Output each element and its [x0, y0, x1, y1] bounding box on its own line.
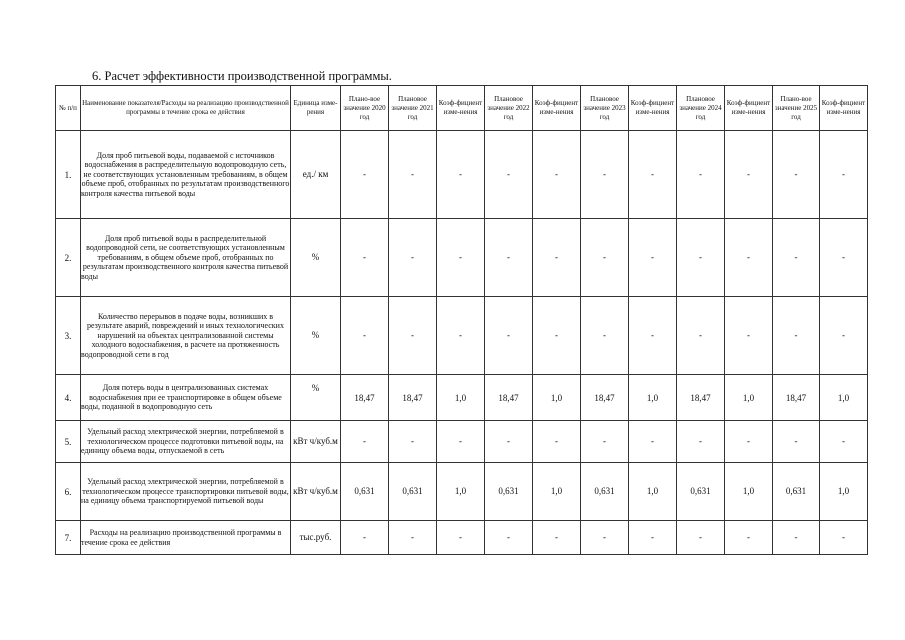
- efficiency-table: [55, 85, 868, 555]
- row-name: Доля проб питьевой воды в распределительной водопроводной сети, не соответствующих установленным требованиям, в общем объеме проб, отобранных по результатам производственного контроля качества питьевой воды: [81, 219, 291, 297]
- row-value: -: [677, 421, 725, 463]
- row-value: 0,631: [581, 463, 629, 521]
- header-period: Плано-вое значение 2025 год: [773, 86, 820, 131]
- row-value: -: [629, 521, 677, 555]
- row-value: -: [773, 297, 820, 375]
- row-unit: кВт ч/куб.м: [291, 463, 341, 521]
- table-row: [56, 297, 868, 375]
- row-value: 0,631: [773, 463, 820, 521]
- row-value: -: [773, 521, 820, 555]
- header-name: Наименование показателя/Расходы на реализацию производственной программы в течение срока ее действия: [81, 86, 291, 131]
- row-unit: %: [291, 375, 341, 421]
- row-value: -: [820, 219, 868, 297]
- header-period: Коэф-фициент изме-нения: [437, 86, 485, 131]
- header-period: Коэф-фициент изме-нения: [725, 86, 773, 131]
- header-period: Плановое значение 2022 год: [485, 86, 533, 131]
- row-value: -: [389, 521, 437, 555]
- row-value: -: [533, 131, 581, 219]
- row-value: -: [629, 131, 677, 219]
- row-value: -: [389, 131, 437, 219]
- header-period: Коэф-фициент изме-нения: [629, 86, 677, 131]
- row-number: 5.: [56, 421, 81, 463]
- row-value: 1,0: [629, 375, 677, 421]
- row-value: -: [389, 421, 437, 463]
- row-value: -: [485, 521, 533, 555]
- row-value: -: [820, 297, 868, 375]
- row-value: -: [341, 297, 389, 375]
- row-value: -: [820, 521, 868, 555]
- row-unit: кВт ч/куб.м: [291, 421, 341, 463]
- row-name: Доля проб питьевой воды, подаваемой с источников водоснабжения в распределительную водопроводную сеть, не соответствующих установленным требованиям, в общем объеме проб, отобранных по результатам производственного контроля качества питьевой воды: [81, 131, 291, 219]
- row-value: -: [437, 219, 485, 297]
- row-number: 2.: [56, 219, 81, 297]
- page-title: 6. Расчет эффективности производственной программы.: [92, 69, 392, 83]
- row-value: -: [389, 219, 437, 297]
- row-value: 18,47: [389, 375, 437, 421]
- row-value: -: [820, 421, 868, 463]
- row-value: -: [533, 219, 581, 297]
- row-value: -: [485, 219, 533, 297]
- table-row: [56, 375, 868, 421]
- row-value: -: [341, 521, 389, 555]
- row-unit: %: [291, 219, 341, 297]
- row-value: -: [485, 297, 533, 375]
- header-period: Плановое значение 2024 год: [677, 86, 725, 131]
- row-value: -: [437, 297, 485, 375]
- row-value: 0,631: [677, 463, 725, 521]
- row-value: 18,47: [677, 375, 725, 421]
- row-value: 1,0: [820, 375, 868, 421]
- row-value: -: [581, 131, 629, 219]
- row-value: -: [341, 421, 389, 463]
- row-unit: тыс.руб.: [291, 521, 341, 555]
- row-value: 0,631: [341, 463, 389, 521]
- row-value: 1,0: [533, 463, 581, 521]
- row-value: -: [341, 131, 389, 219]
- row-value: -: [437, 131, 485, 219]
- table-row: [56, 421, 868, 463]
- row-value: -: [533, 521, 581, 555]
- table-row: [56, 521, 868, 555]
- row-value: -: [629, 421, 677, 463]
- header-period: Плановое значение 2023 год: [581, 86, 629, 131]
- row-value: -: [581, 521, 629, 555]
- header-period: Плановое значение 2021 год: [389, 86, 437, 131]
- row-value: -: [437, 521, 485, 555]
- row-value: 18,47: [485, 375, 533, 421]
- row-value: 1,0: [533, 375, 581, 421]
- row-value: 1,0: [629, 463, 677, 521]
- table-row: [56, 463, 868, 521]
- row-number: 6.: [56, 463, 81, 521]
- row-name: Расходы на реализацию производственной программы в течение срока ее действия: [81, 521, 291, 555]
- row-value: -: [533, 297, 581, 375]
- row-value: -: [773, 131, 820, 219]
- row-value: 1,0: [725, 375, 773, 421]
- row-value: -: [533, 421, 581, 463]
- row-value: -: [389, 297, 437, 375]
- row-unit: ед./ км: [291, 131, 341, 219]
- row-number: 7.: [56, 521, 81, 555]
- row-value: -: [629, 297, 677, 375]
- row-value: 0,631: [389, 463, 437, 521]
- header-num: № п/п: [56, 86, 81, 131]
- header-period: Коэф-фициент изме-нения: [820, 86, 868, 131]
- row-value: -: [773, 421, 820, 463]
- row-value: -: [820, 131, 868, 219]
- row-name: Количество перерывов в подаче воды, возникших в результате аварий, повреждений и иных технологических нарушений на объектах централизованной системы холодного водоснабжения, в расчете на протяженность водопроводной сети в год: [81, 297, 291, 375]
- row-value: 18,47: [773, 375, 820, 421]
- row-value: 1,0: [820, 463, 868, 521]
- header-unit: Единица изме-рения: [291, 86, 341, 131]
- row-value: 18,47: [341, 375, 389, 421]
- row-value: -: [629, 219, 677, 297]
- row-name: Удельный расход электрической энергии, потребляемой в технологическом процессе транспортировки питьевой воды, на единицу объема транспортируемой питьевой воды: [81, 463, 291, 521]
- header-row: [56, 86, 868, 131]
- row-number: 3.: [56, 297, 81, 375]
- row-value: -: [725, 421, 773, 463]
- row-value: 0,631: [485, 463, 533, 521]
- row-value: -: [485, 421, 533, 463]
- row-value: -: [725, 297, 773, 375]
- row-value: 1,0: [437, 463, 485, 521]
- row-unit: %: [291, 297, 341, 375]
- row-value: 18,47: [581, 375, 629, 421]
- row-value: -: [725, 219, 773, 297]
- table-row: [56, 131, 868, 219]
- header-period: Коэф-фициент изме-нения: [533, 86, 581, 131]
- row-value: 1,0: [725, 463, 773, 521]
- row-value: -: [773, 219, 820, 297]
- row-value: -: [341, 219, 389, 297]
- row-name: Удельный расход электрической энергии, потребляемой в технологическом процессе подготовки питьевой воды, на единицу объема воды, отпускаемой в сеть: [81, 421, 291, 463]
- row-number: 4.: [56, 375, 81, 421]
- table-row: [56, 219, 868, 297]
- row-number: 1.: [56, 131, 81, 219]
- row-value: -: [581, 219, 629, 297]
- row-value: -: [725, 131, 773, 219]
- row-value: 1,0: [437, 375, 485, 421]
- row-value: -: [725, 521, 773, 555]
- row-value: -: [677, 297, 725, 375]
- row-value: -: [677, 219, 725, 297]
- row-value: -: [485, 131, 533, 219]
- row-name: Доля потерь воды в централизованных системах водоснабжения при ее транспортировке в общем объеме воды, поданной в водопроводную сеть: [81, 375, 291, 421]
- row-value: -: [437, 421, 485, 463]
- row-value: -: [677, 131, 725, 219]
- row-value: -: [581, 297, 629, 375]
- row-value: -: [677, 521, 725, 555]
- header-period: Плано-вое значение 2020 год: [341, 86, 389, 131]
- row-value: -: [581, 421, 629, 463]
